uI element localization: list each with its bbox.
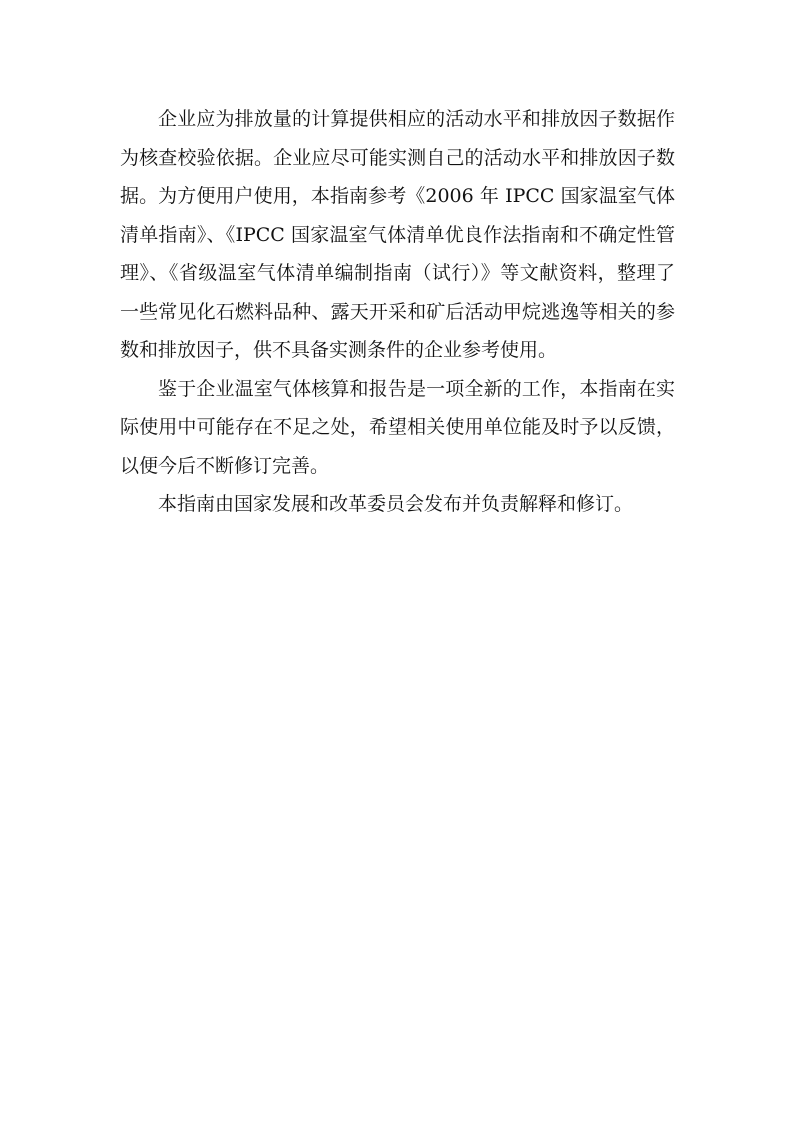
paragraph-feedback: 鉴于企业温室气体核算和报告是一项全新的工作，本指南在实际使用中可能存在不足之处，希望相关使用单位能及时予以反馈，以便今后不断修订完善。 — [120, 377, 675, 477]
paragraph-issuer: 本指南由国家发展和改革委员会发布并负责解释和修订。 — [158, 493, 634, 515]
paragraph-data-sources: 企业应为排放量的计算提供相应的活动水平和排放因子数据作为核查校验依据。企业应尽可能实测自己的活动水平和排放因子数据。为方便用户使用，本指南参考《2006 年 IPCC 国家温室气体清单指南》、《IPCC 国家温室气体清单优良作法指南和不确定性管理》、《省级温室气体清单编制指南（试行）》等文献资料，整理了一些常见化石燃料品种、露天开采和矿后活动甲烷逃逸等相关的参数和排放因子，供不具备实测条件的企业参考使用。 — [120, 108, 675, 361]
document-body — [120, 100, 675, 524]
